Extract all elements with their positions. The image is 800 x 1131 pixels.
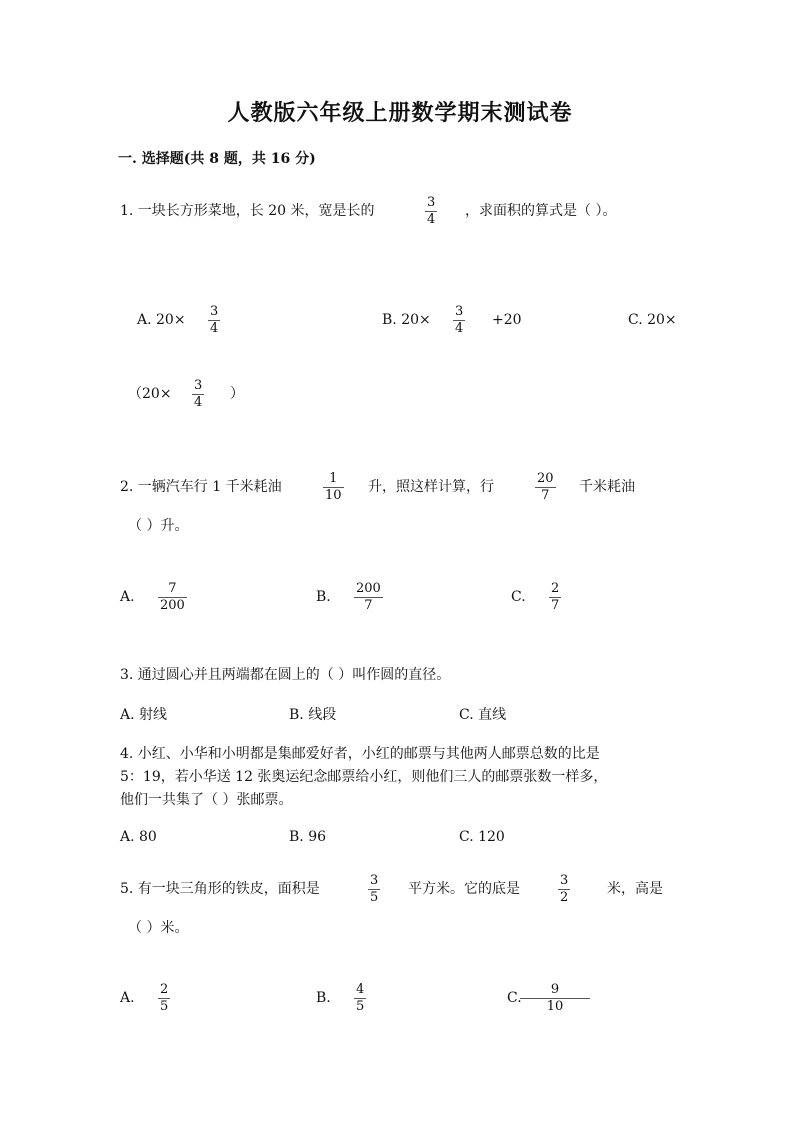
section-heading: 一. 选择题(共 8 题，共 16 分) [118,151,316,167]
q1-option-c-fraction [192,379,204,410]
frac-den: 4 [210,321,219,336]
frac-den: 10 [325,488,342,503]
frac-den: 7 [364,598,373,613]
q1-option-b[interactable]: B. 20× [382,312,431,328]
q4-option-b[interactable]: B. 96 [289,829,327,845]
frac-num: 2 [160,982,169,997]
q5-option-c[interactable]: C. [507,990,522,1006]
q4-line-3: 他们一共集了（ ）张邮票。 [120,792,293,808]
q1-option-a[interactable]: A. 20× [137,312,186,328]
q1-fraction [425,196,437,227]
frac-den: 4 [194,395,203,410]
frac-num: 20 [537,471,554,486]
q2-line-2: （ ）升。 [128,518,189,534]
q2-option-c-fraction [549,582,561,613]
frac-num: 4 [356,982,365,997]
q4-option-c[interactable]: C. 120 [459,829,505,845]
q1-frac-den: 4 [427,212,436,227]
frac-den: 5 [370,890,379,905]
q2-option-a-fraction [158,582,187,613]
q2-text-b: 升，照这样计算，行 [368,479,494,495]
frac-num: 3 [455,304,464,319]
q1-option-c-line2: （20× [128,386,172,402]
q5-option-a[interactable]: A. [120,990,135,1006]
frac-num: 3 [370,873,379,888]
page-title: 人教版六年级上册数学期末测试卷 [227,100,573,126]
q4-line-2: 5：19，若小华送 12 张奥运纪念邮票给小红，则他们三人的邮票张数一样多， [120,769,608,785]
frac-num: 200 [356,581,381,596]
q3-option-b[interactable]: B. 线段 [289,707,337,723]
q5-option-b-fraction [354,983,366,1014]
frac-den: 7 [551,598,560,613]
q1-text-b: ，求面积的算式是（ ）。 [465,203,617,219]
q3-text: 3. 通过圆心并且两端都在圆上的（ ）叫作圆的直径。 [120,667,451,683]
q2-fraction-2 [535,472,556,503]
q2-text-c: 千米耗油 [579,479,635,495]
q5-text-c: 米，高是 [607,881,663,897]
q1-text-a: 1. 一块长方形菜地，长 20 米，宽是长的 [120,203,375,219]
q1-option-c-tail: ） [230,386,244,402]
frac-den: 2 [560,890,569,905]
q5-fraction-2 [558,874,570,905]
frac-den: 5 [160,999,169,1014]
q1-option-a-fraction [208,305,220,336]
q1-option-b-fraction [453,305,465,336]
q2-fraction-1 [323,472,344,503]
q2-option-b[interactable]: B. [316,589,331,605]
frac-den: 4 [455,321,464,336]
q2-text-a: 2. 一辆汽车行 1 千米耗油 [120,479,282,495]
q3-option-a[interactable]: A. 射线 [120,707,168,723]
frac-num: 3 [560,873,569,888]
frac-den: 7 [541,488,550,503]
q5-text-b: 平方米。它的底是 [408,881,520,897]
frac-num: 7 [168,581,177,596]
frac-num: 1 [329,471,338,486]
q4-line-1: 4. 小红、小华和小明都是集邮爱好者，小红的邮票与其他两人邮票总数的比是 [120,746,600,762]
frac-den: 10 [546,999,564,1014]
frac-den: 200 [160,598,185,613]
frac-num: 2 [551,581,560,596]
q2-option-c[interactable]: C. [511,589,526,605]
q4-option-a[interactable]: A. 80 [120,829,157,845]
q2-option-a[interactable]: A. [120,589,135,605]
q2-option-b-fraction [354,582,383,613]
frac-num: 3 [210,304,219,319]
q5-line-2: （ ）米。 [128,920,189,936]
q3-option-c[interactable]: C. 直线 [459,707,507,723]
q1-option-b-tail: +20 [492,312,522,328]
q5-option-a-fraction [158,983,170,1014]
q1-option-c[interactable]: C. 20× [628,312,677,328]
frac-num: 9 [550,982,560,997]
q5-fraction-1 [368,874,380,905]
frac-den: 5 [356,999,365,1014]
frac-num: 3 [194,378,203,393]
q5-text-a: 5. 有一块三角形的铁皮，面积是 [120,881,320,897]
q1-frac-num: 3 [427,195,436,210]
q5-option-b[interactable]: B. [316,990,331,1006]
q5-option-c-fraction [520,983,590,1014]
